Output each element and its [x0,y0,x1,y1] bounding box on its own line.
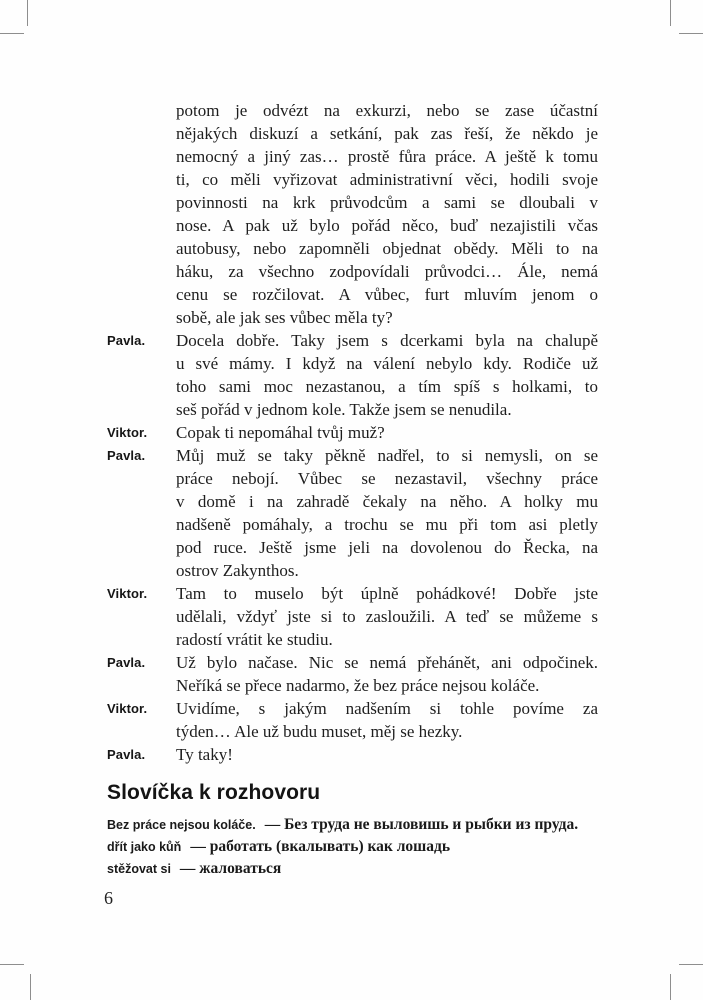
dialogue-paragraph-pavla [107,329,598,421]
vocabulary-russian-translation: — жаловаться [179,860,282,877]
dialogue-line: seš pořád v jednom kole. Takže jsem se nenudila. [176,400,512,419]
speaker-label: Pavla. [107,448,146,463]
vocabulary-czech-term: Bez práce nejsou koláče. [107,818,256,832]
vocabulary-russian-translation: — Без труда не выловишь и рыбки из пруда. [264,816,579,833]
dialogue-block [107,99,598,766]
crop-mark-top-left-vertical [27,0,28,26]
vocabulary-list [107,814,607,880]
dialogue-line: pod ruce. Ještě jsme jeli na dovolenou do Řecka, na [176,538,598,557]
dialogue-line: udělali, vždyť jste si to zasloužili. A teď se můžeme s [176,607,598,626]
speaker-label: Pavla. [107,747,146,762]
dialogue-line: v domě i na zahradě čekaly na něho. A holky mu [176,492,598,511]
crop-mark-top-left-horizontal [0,33,24,34]
dialogue-line: Můj muž se taky pěkně nadřel, to si nemysli, on se [176,446,598,465]
dialogue-line: Už bylo načase. Nic se nemá přehánět, ani odpočinek. [176,653,598,672]
dialogue-line: nějakých diskuzí a setkání, pak zas řeší, že někdo je [176,124,598,143]
dialogue-text [176,697,598,743]
dialogue-line: nose. A pak už bylo pořád něco, buď nezajistili včas [176,216,598,235]
dialogue-line: Tam to muselo být úplně pohádkové! Dobře jste [176,584,598,603]
speaker-label: Viktor. [107,701,148,716]
speaker-label: Viktor. [107,425,148,440]
dialogue-line: Ty taky! [176,745,233,764]
dialogue-line: práce nebojí. Vůbec se nezastavil, všechny práce [176,469,598,488]
speaker-label: Pavla. [107,333,146,348]
page-number: 6 [104,888,113,908]
dialogue-paragraph-pavla [107,444,598,582]
vocabulary-czech-term: stěžovat si [107,862,171,876]
dialogue-line: toho sami moc nezastanou, a tím spíš s holkami, to [176,377,598,396]
crop-mark-bottom-right-horizontal [679,964,703,965]
vocabulary-russian-translation: — работать (вкалывать) как лошадь [190,838,451,855]
dialogue-paragraph-pavla [107,651,598,697]
dialogue-paragraph-viktor [107,697,598,743]
dialogue-text [176,743,598,766]
dialogue-text [176,582,598,651]
dialogue-line: ti, co měli vyřizovat administrativní věci, hodili svoje [176,170,598,189]
crop-mark-top-right-vertical [670,0,671,26]
dialogue-paragraph-viktor [107,582,598,651]
vocabulary-czech-term: dřít jako kůň [107,840,182,854]
dialogue-paragraph-viktor [107,421,598,444]
dialogue-line: ostrov Zakynthos. [176,561,299,580]
section-heading: Slovíčka k rozhovoru [107,781,321,804]
dialogue-line: nemocný a jiný zas… prostě fůra práce. A ještě k tomu [176,147,598,166]
dialogue-line: u své mámy. I když na válení nebylo kdy. Rodiče už [176,354,598,373]
dialogue-line: Docela dobře. Taky jsem s dcerkami byla na chalupě [176,331,598,350]
dialogue-line: cenu se rozčilovat. A vůbec, furt mluvím jenom o [176,285,598,304]
crop-mark-top-right-horizontal [679,33,703,34]
vocabulary-entry [107,858,607,880]
dialogue-line: nadšeně pomáhaly, a trochu se mu při tom asi pletly [176,515,598,534]
dialogue-text [176,421,598,444]
dialogue-text [176,329,598,421]
crop-mark-bottom-left-vertical [30,974,31,1000]
dialogue-line: povinnosti na krk průvodcům a sami se dloubali v [176,193,598,212]
dialogue-text [176,444,598,582]
dialogue-line: autobusy, nebo zapomněli objednat obědy. Měli to na [176,239,598,258]
dialogue-line: Uvidíme, s jakým nadšením si tohle povíme za [176,699,598,718]
dialogue-text [176,651,598,697]
dialogue-line: Neříká se přece nadarmo, že bez práce nejsou koláče. [176,676,540,695]
dialogue-text [176,99,598,329]
dialogue-line: sobě, ale jak ses vůbec měla ty? [176,308,393,327]
crop-mark-bottom-left-horizontal [0,964,24,965]
speaker-label: Pavla. [107,655,146,670]
dialogue-line: Copak ti nepomáhal tvůj muž? [176,423,385,442]
speaker-label [107,99,176,329]
speaker-label: Viktor. [107,586,148,601]
dialogue-paragraph-pavla [107,743,598,766]
crop-mark-bottom-right-vertical [670,974,671,1000]
dialogue-line: týden… Ale už budu muset, měj se hezky. [176,722,463,741]
dialogue-line: háku, za všechno zodpovídali průvodci… Ále, nemá [176,262,598,281]
vocabulary-entry [107,814,607,836]
dialogue-line: potom je odvézt na exkurzi, nebo se zase účastní [176,101,598,120]
vocabulary-entry [107,836,607,858]
dialogue-paragraph-continuation [107,99,598,329]
dialogue-line: radostí vrátit ke studiu. [176,630,333,649]
